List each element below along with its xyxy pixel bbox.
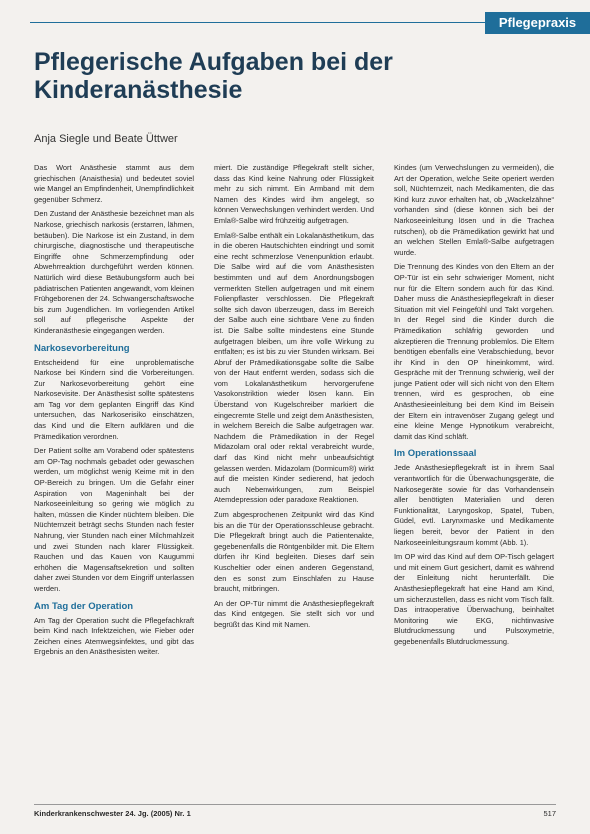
paragraph: Entscheidend für eine unproblematische Narkose bei Kindern sind die Vorbereitungen. Zur Narkosevorbereitung gehört eine Narkosevisite. Der Anästhesist sollte spätestens am Tag vor dem geplanten Eingriff das Kind untersuchen, das Narkoserisiko einschätzen, das Kind und die Eltern aufklären und die Prämedikation verordnen. (34, 357, 194, 441)
paragraph: An der OP-Tür nimmt die Anästhesiepflegekraft das Kind entgegen. Sie stellt sich vor und begrüßt das Kind mit Namen. (214, 598, 374, 629)
journal-citation: Kinderkrankenschwester 24. Jg. (2005) Nr. 1 (34, 809, 191, 818)
section-heading: Im Operationssaal (394, 448, 477, 460)
section-heading: Am Tag der Operation (34, 600, 134, 612)
paragraph: Das Wort Anästhesie stammt aus dem griechischen (Anaisthesia) und bedeutet soviel wie Mangel an Empfindenheit, Unempfindlichkeit gegenüber Schmerz. (34, 163, 194, 204)
paragraph: Der Patient sollte am Vorabend oder spätestens am OP-Tag nochmals gebadet oder gewaschen werden, um möglichst wenig Keime mit in den OP-Bereich zu bringen. Um die Gefahr einer Aspiration von Mageninhalt bei der Narkoseeinleitung so gering wie möglich zu halten, müssen die Kinder nüchtern bleiben. Die Nüchternzeit beträgt sechs Stunden nach fester Nahrung, vier Stunden nach einer Milchmahlzeit und zwei Stunden nach klarer Flüssigkeit. Rauchen und das Kauen von Kaugummi erhöhen die Magensaftsekretion und sollten daher zwei Stunden vor dem Eingriff unterlassen werden. (34, 446, 194, 593)
article-title: Pflegerische Aufgaben bei der Kinderanästhesie (34, 48, 393, 104)
paragraph: Jede Anästhesiepflegekraft ist in ihrem Saal verantwortlich für die Überwachungsgeräte, die Narkosegeräte sowie für das Vorhandensein aller benötigten Materialien und deren Funktionalität, Laryngoskop, Spatel, Tuben, Güdel, evtl. Larynxmaske und Medikamente liegen bereit, bevor der Patient in den Narkoseeinleitungsraum kommt (Abb. 1). (394, 463, 554, 547)
section-label: Pflegepraxis (485, 12, 590, 34)
page-footer (34, 804, 556, 819)
text-column-3 (394, 163, 554, 793)
paragraph: Zum abgesprochenen Zeitpunkt wird das Kind bis an die Tür der Operationsschleuse gebracht. Die Pflegekraft bringt auch die Patientenakte, gegebenenfalls die Röntgenbilder mit. Die Eltern dürfen ihr Kind begleiten. Dieses darf sein Kuscheltier oder einen anderen Gegenstand, den es sonst zum Einschlafen zu Hause braucht, mitbringen. (214, 510, 374, 594)
paragraph: miert. Die zuständige Pflegekraft stellt sicher, dass das Kind keine Nahrung oder Flüssigkeit mehr zu sich nimmt. Ein Armband mit dem Namen des Kindes wird ihm angelegt, so können Verwechslungen verhindert werden. Und Emla®-Salbe wird frühzeitig aufgetragen. (214, 163, 374, 225)
text-column-1 (34, 163, 194, 793)
section-banner (0, 12, 590, 34)
paragraph: Am Tag der Operation sucht die Pflegefachkraft beim Kind nach Infektzeichen, wie Fieber oder Zeichen eines Atemwegsinfektes, und gibt das Ergebnis an den Anästhesisten weiter. (34, 615, 194, 657)
paragraph: Emla®-Salbe enthält ein Lokalanästhetikum, das in die oberen Hautschichten eindringt und somit eine recht schmerzlose Venenpunktion erlaubt. Die Salbe wird auf die vom Anästhesisten bestimmten und auf dem Anordnungsbogen vermerkten Stellen aufgetragen und mit einem Folienpflaster verschlossen. Die Pflegekraft sollte sich davon überzeugen, dass im Bereich der Salbe auch eine sichtbare Vene zu finden ist. Die Salbe sollte mindestens eine Stunde aufgetragen bleiben, um ihre volle Wirkung zu entfalten; es ist bis zu vier Stunden wirksam. Bei Abruf der Prämedikationsgabe sollte die Salbe von der Haut entfernt werden, sodass sich die vom Lokalanästhetikum hervorgerufene Vasokonstriktion wieder lösen kann. Ein Überstand von Kugelschreiber markiert die eingecremte Stelle und zeigt dem Anästhesisten, in welchem Bereich die Salbe aufgetragen war. Nachdem die Prämedikation in der Regel Midazolam oral oder rektal verabreicht wurde, darf das Kind nicht mehr unbeaufsichtigt gelassen werden. Midazolam (Dormicum®) wirkt auf die meisten Kinder sedierend, hat jedoch auch Nebenwirkungen, zum Beispiel Atemdepression oder paradoxe Reaktionen. (214, 230, 374, 505)
page-number: 517 (543, 809, 556, 818)
paragraph: Den Zustand der Anästhesie bezeichnet man als Narkose, griechisch narkosis (erstarren, lähmen, betäuben). Die Narkose ist ein Zustand, in dem chirurgische, diagnostische und therapeutische Eingriffe ohne Schmerzempfindung oder Abwehrreaktion durchgeführt werden können. Natürlich wird diese Betäubungsform auch bei pädiatrischen Patienten angewandt, vom kleinen Frühgeborenen der 24. Schwangerschaftswoche bis zum Jugendlichen. Im vorliegenden Artikel soll auf pflegerische Aspekte der Kinderanästhesie eingegangen werden. (34, 209, 194, 335)
text-column-2 (214, 163, 374, 793)
paragraph: Im OP wird das Kind auf dem OP-Tisch gelagert und mit einem Gurt gesichert, damit es während der Einleitung nicht herunterfällt. Die Anästhesiepflegekraft hat eine Hand am Kind, um sicherzustellen, dass es nicht vom Tisch fällt. Das intraoperative Überwachung, beinhaltet Monitoring wie EKG, nichtinvasive Blutdruckmessung und Pulsoxymetrie, gegebenenfalls Blutdruckmessung. (394, 552, 554, 646)
section-heading: Narkosevorbereitung (34, 342, 130, 354)
paragraph: Kindes (um Verwechslungen zu vermeiden), die Art der Operation, welche Seite operiert werden soll, Nüchternzeit, nach Medikamenten, die das Kind kurz zuvor erhalten hat, ob „Wackelzähne“ vorhanden sind (diese können sich bei der Narkoseeinleitung lösen und in die Trachea rutschen), ob die Prämedikation gewirkt hat und an welchen Stellen Emla®-Salbe aufgetragen wurde. (394, 163, 554, 257)
article-authors: Anja Siegle und Beate Üttwer (34, 133, 178, 145)
paragraph: Die Trennung des Kindes von den Eltern an der OP-Tür ist ein sehr schwieriger Moment, nicht nur für die Eltern sondern auch für das Kind. Daher muss die Anästhesiepflegekraft in dieser Situation mit viel Feingefühl und Takt vorgehen. In der Regel sind die Kinder durch die Prämedikation schläfrig geworden und akzeptieren die Trennung problemlos. Die Eltern benötigen ebenfalls eine Verabschiedung, bevor ihr Kind in den OP hineinkommt, wird. Gespräche mit der Trennung schwierig, weil der junge Patient oder will sich nicht von den Eltern trennen, wird es gesprochen, ob eine Anästhesieeinleitung bei dem Kind im Beisein der Eltern ein intravenöser Zugang gelegt und eine kleine Menge Hypnotikum verabreicht, damit das Kind schläft. (394, 262, 554, 441)
